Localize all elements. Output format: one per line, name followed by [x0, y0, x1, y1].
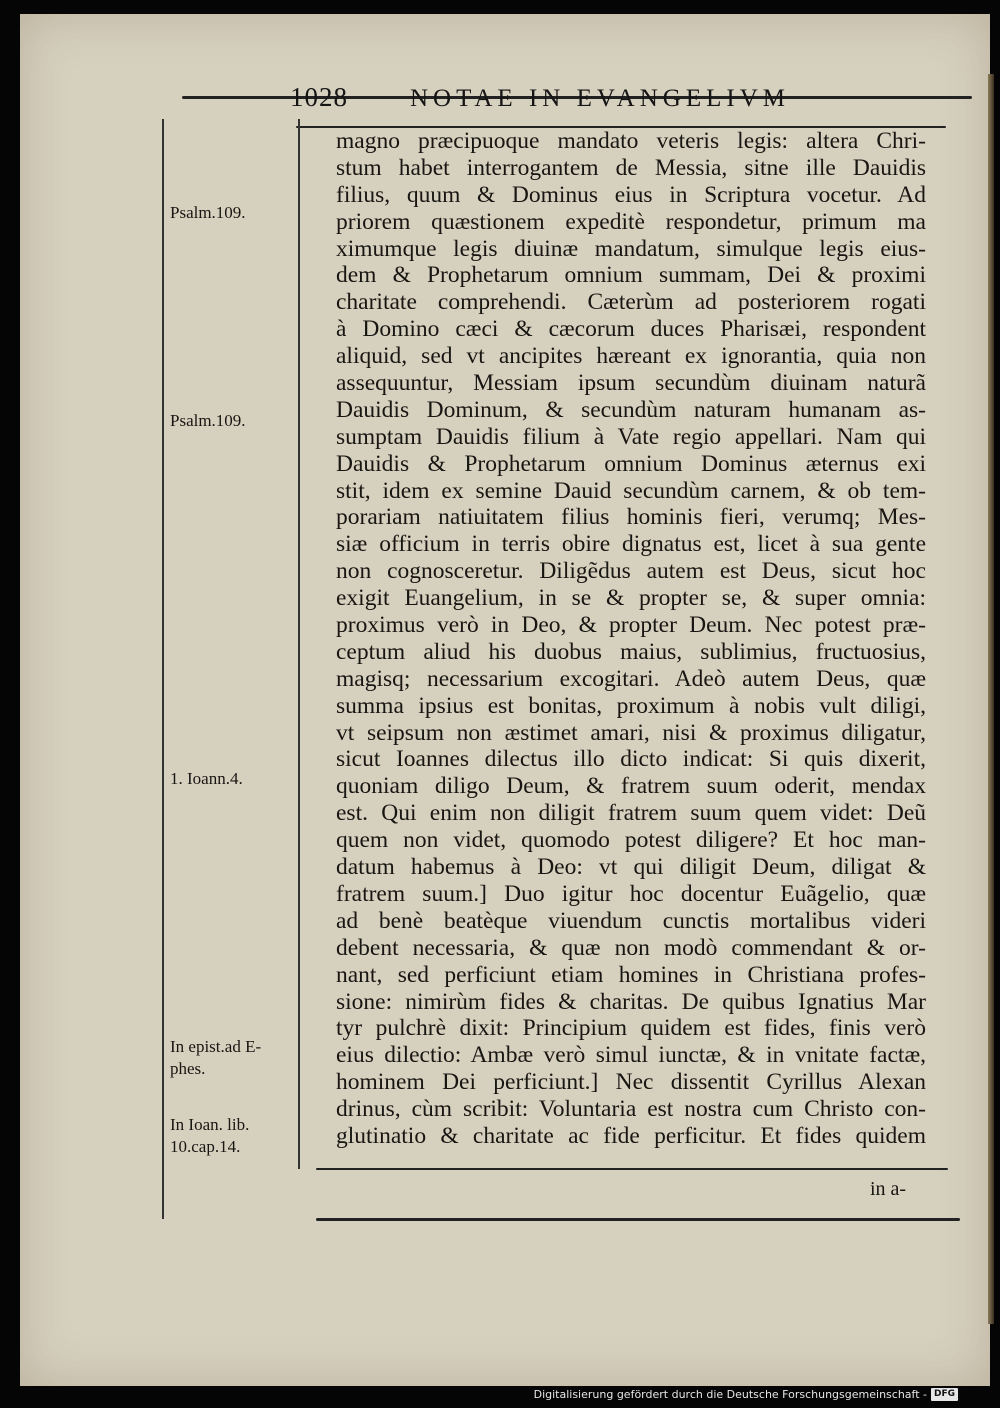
text-line: à Domino cæci & cæcorum duces Pharisæi, respondent — [336, 316, 926, 343]
text-line: assequuntur, Messiam ipsum secundùm diuinam naturã — [336, 370, 926, 397]
bottom-rule-2 — [316, 1218, 960, 1221]
text-line: drinus, cùm scribit: Voluntaria est nostra cum Christo con- — [336, 1096, 926, 1123]
marginal-note — [170, 1036, 290, 1080]
running-title: NOTAE IN EVANGELIVM — [410, 85, 790, 112]
text-line: summa ipsius est bonitas, proximum à nobis vult diligi, — [336, 692, 926, 719]
text-line: filius, quum & Dominus eius in Scriptura vocetur. Ad — [336, 181, 926, 208]
text-line: priorem quæstionem expeditè respondetur, primum ma — [336, 208, 926, 235]
text-line: nant, sed perficiunt etiam homines in Christiana profes- — [336, 961, 926, 988]
marginal-note-text: In epist.ad E- phes. — [170, 1037, 262, 1078]
text-line: stit, idem ex semine Dauid secundùm carnem, & ob tem- — [336, 477, 926, 504]
text-line: ceptum aliud his duobus maius, sublimius, fructuosius, — [336, 638, 926, 665]
margin-line-outer — [162, 119, 164, 1219]
body-text — [336, 128, 926, 1150]
dfg-logo: DFG — [931, 1388, 958, 1401]
text-line: porariam natiuitatem filius hominis fieri, verumq; Mes- — [336, 504, 926, 531]
text-line: dem & Prophetarum omnium summam, Dei & proximi — [336, 262, 926, 289]
text-line: ad benè beatèque viuendum cunctis mortalibus videri — [336, 907, 926, 934]
text-line: sumptam Dauidis filium à Vate regio appellari. Nam qui — [336, 423, 926, 450]
text-line: vt seipsum non æstimet amari, nisi & proximus diligatur, — [336, 719, 926, 746]
margin-line-inner — [298, 119, 300, 1169]
text-line: quem non videt, quomodo potest diligere? Et hoc man- — [336, 827, 926, 854]
bottom-rule-1 — [316, 1168, 948, 1170]
text-line: tyr pulchrè dixit: Principium quidem est fides, finis verò — [336, 1015, 926, 1042]
text-line: aliquid, sed vt ancipites hæreant ex ignorantia, quia non — [336, 343, 926, 370]
text-line: magno præcipuoque mandato veteris legis: altera Chri- — [336, 128, 926, 154]
text-line: charitate comprehendi. Cæterùm ad posteriorem rogati — [336, 289, 926, 316]
marginal-note-text: Psalm.109. — [170, 411, 246, 430]
text-line: Dauidis & Prophetarum omnium Dominus æternus exi — [336, 450, 926, 477]
text-line: est. Qui enim non diligit fratrem suum quem videt: Deũ — [336, 800, 926, 827]
text-line: non cognosceretur. Diligẽdus autem est Deus, sicut hoc — [336, 558, 926, 585]
page-edge — [988, 74, 994, 1324]
marginal-note — [170, 768, 300, 790]
marginal-note — [170, 1114, 290, 1158]
marginal-note-text: Psalm.109. — [170, 203, 246, 222]
text-line: eius dilectio: Ambæ verò simul iunctæ, & in vnitate factæ, — [336, 1042, 926, 1069]
text-line: Dauidis Dominum, & secundùm naturam humanam as- — [336, 396, 926, 423]
catchword: in a- — [870, 1178, 907, 1200]
text-line: ximumque legis diuinæ mandatum, simulque legis eius- — [336, 235, 926, 262]
text-line: sicut Ioannes dilectus illo dicto indicat: Si quis dixerit, — [336, 746, 926, 773]
text-line: datum habemus à Deo: vt qui diligit Deum, diligat & — [336, 854, 926, 881]
text-line: fratrem suum.] Duo igitur hoc docentur Euãgelio, quæ — [336, 880, 926, 907]
credit-text: Digitalisierung gefördert durch die Deutsche Forschungsgemeinschaft - — [533, 1388, 927, 1401]
text-line: magisq; necessarium excogitari. Adeò autem Deus, quæ — [336, 665, 926, 692]
marginal-note — [170, 410, 300, 432]
text-line: exigit Euangelium, in se & propter se, & super omnia: — [336, 585, 926, 612]
marginal-note — [170, 202, 300, 224]
text-line: hominem Dei perficiunt.] Nec dissentit Cyrillus Alexan — [336, 1069, 926, 1096]
running-head — [290, 82, 950, 122]
page-number: 1028 — [290, 82, 348, 112]
text-line: sione: nimirùm fides & charitas. De quibus Ignatius Mar — [336, 988, 926, 1015]
text-line: quoniam diligo Deum, & fratrem suum oderit, mendax — [336, 773, 926, 800]
digitization-credit — [534, 1388, 958, 1401]
text-line: debent necessaria, & quæ non modò commendant & or- — [336, 934, 926, 961]
text-line: proximus verò in Deo, & propter Deum. Nec potest præ- — [336, 612, 926, 639]
marginal-note-text: In Ioan. lib. 10.cap.14. — [170, 1115, 250, 1156]
text-line: glutinatio & charitate ac fide perficitur. Et fides quidem — [336, 1122, 926, 1149]
marginal-note-text: 1. Ioann.4. — [170, 769, 243, 788]
text-line: stum habet interrogantem de Messia, sitne ille Dauidis — [336, 154, 926, 181]
text-line: siæ officium in terris obire dignatus est, licet à sua gente — [336, 531, 926, 558]
